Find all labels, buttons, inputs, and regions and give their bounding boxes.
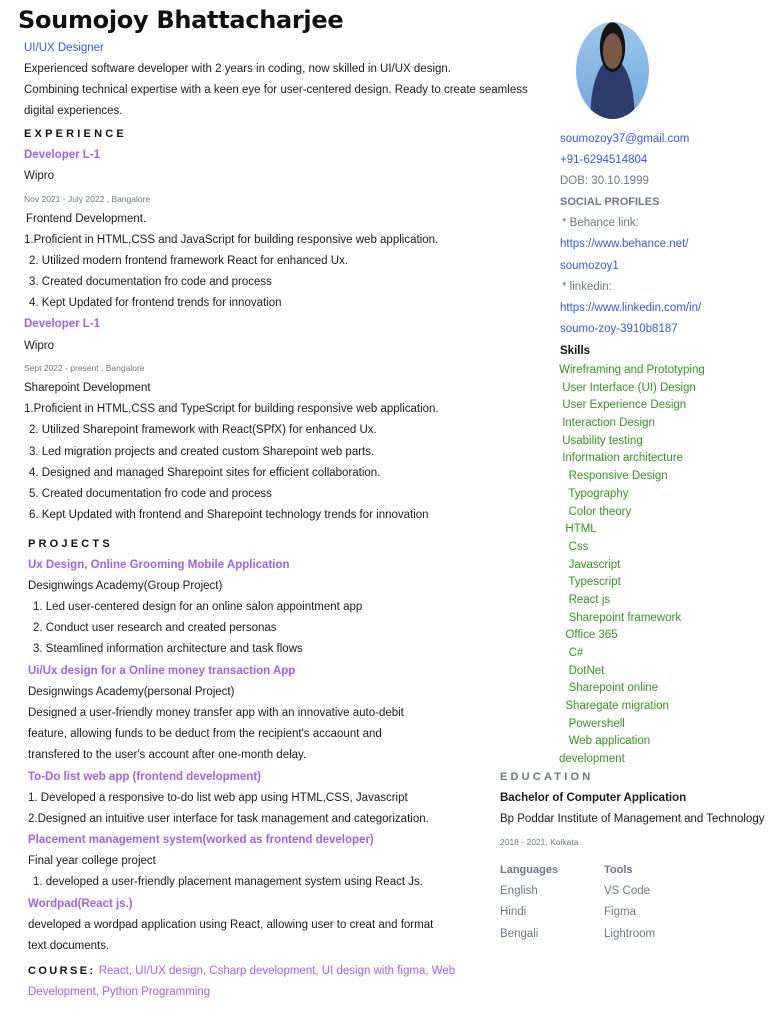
project-title: Ux Design, Online Grooming Mobile Application xyxy=(28,559,290,571)
skill-item: Responsive Design xyxy=(559,470,668,483)
date-of-birth: DOB: 30.10.1999 xyxy=(560,175,649,187)
job-subtitle: Sharepoint Development xyxy=(24,382,151,394)
skill-item: Office 365 xyxy=(559,629,618,642)
job-position: Developer L-1 xyxy=(24,149,101,161)
tool-item: Figma xyxy=(604,906,636,918)
project-line: transfered to the user's account after one-month delay. xyxy=(28,749,307,761)
education-period: 2018 - 2021, Kolkata xyxy=(500,837,579,847)
degree: Bachelor of Computer Application xyxy=(500,792,687,804)
course-list: React, UI/UX design, Csharp development, UI design with figma, Web xyxy=(95,965,456,977)
skill-item: Sharepoint framework xyxy=(559,611,682,624)
project-line: 1. Led user-centered design for an online salon appointment app xyxy=(33,601,363,613)
project-title: Ui/Ux design for a Online money transaction App xyxy=(28,665,296,677)
skill-item: Web application xyxy=(559,735,651,748)
job-point: 2. Utilized Sharepoint framework with React(SPfX) for enhanced Ux. xyxy=(29,424,377,436)
school: Bp Poddar Institute of Management and Technology xyxy=(500,813,765,825)
skill-item: Color theory xyxy=(559,505,632,518)
job-point: 1.Proficient in HTML,CSS and JavaScript for building responsive web application. xyxy=(24,234,439,246)
project-org: Final year college project xyxy=(28,855,156,867)
project-title: Placement management system(worked as frontend developer) xyxy=(28,834,374,846)
linkedin-label: * linkedin: xyxy=(562,281,612,293)
skills-heading: Skills xyxy=(560,345,591,357)
skill-item: Sharegate migration xyxy=(559,700,669,713)
languages-heading: Languages xyxy=(500,864,559,876)
job-point: 3. Led migration projects and created custom Sharepoint web parts. xyxy=(29,446,375,458)
summary-line: digital experiences. xyxy=(24,105,123,117)
project-line: developed a wordpad application using React, allowing user to creat and format xyxy=(28,919,434,931)
behance-label: * Behance link: xyxy=(562,217,639,229)
project-title: To-Do list web app (frontend development) xyxy=(28,771,261,783)
skill-item: HTML xyxy=(559,523,597,536)
project-line: 2. Conduct user research and created personas xyxy=(33,622,277,634)
skill-item: Usability testing xyxy=(559,434,643,447)
education-heading: EDUCATION xyxy=(500,771,594,783)
course-label: COURSE: xyxy=(28,965,96,977)
skill-item: Typography xyxy=(559,487,629,500)
project-line: 2.Designed an intuitive user interface for task management and categorization. xyxy=(28,813,429,825)
project-title: Wordpad(React js.) xyxy=(28,898,133,910)
skill-item: Css xyxy=(559,540,589,553)
language-item: Hindi xyxy=(500,906,527,918)
skill-item: development xyxy=(559,753,625,766)
skill-item: Wireframing and Prototyping xyxy=(559,364,705,376)
skill-item: Interaction Design xyxy=(559,417,655,430)
job-company: Wipro xyxy=(24,170,55,182)
tools-heading: Tools xyxy=(604,864,633,876)
skills-list xyxy=(559,362,705,769)
skill-item: Javascript xyxy=(559,558,621,571)
project-line: 1. Developed a responsive to-do list web app using HTML,CSS, Javascript xyxy=(28,792,408,804)
project-line: text documents. xyxy=(28,940,110,952)
skill-item: Powershell xyxy=(559,717,625,730)
job-period: Sept 2022 - present , Bangalore xyxy=(24,363,145,373)
job-point: 4. Designed and managed Sharepoint sites for efficient collaboration. xyxy=(29,467,381,479)
candidate-name: Soumojoy Bhattacharjee xyxy=(18,6,344,34)
project-line: 1. developed a user-friendly placement management system using React Js. xyxy=(33,876,423,888)
course-list-continued: Development, Python Programming xyxy=(28,986,211,998)
skill-item: C# xyxy=(559,647,584,659)
profile-photo xyxy=(576,22,649,119)
skill-item: Information architecture xyxy=(559,452,684,465)
job-point: 4. Kept Updated for frontend trends for innovation xyxy=(29,297,282,309)
job-company: Wipro xyxy=(24,340,55,352)
experience-heading: EXPERIENCE xyxy=(24,128,127,140)
linkedin-link-continued[interactable]: soumo-zoy-3910b8187 xyxy=(560,323,678,335)
social-profiles-heading: SOCIAL PROFILES xyxy=(560,196,660,208)
language-item: Bengali xyxy=(500,928,539,940)
job-point: 3. Created documentation fro code and process xyxy=(29,276,272,288)
job-point: 5. Created documentation fro code and process xyxy=(29,488,272,500)
skill-item: Sharepoint online xyxy=(559,682,659,695)
skill-item: React js xyxy=(559,593,611,606)
language-item: English xyxy=(500,885,538,897)
project-line: Designed a user-friendly money transfer app with an innovative auto-debit xyxy=(28,707,404,719)
project-line: feature, allowing funds to be deduct from the recipient's accaount and xyxy=(28,728,382,740)
skill-item: DotNet xyxy=(559,664,605,677)
project-line: 3. Steamlined information architecture and task flows xyxy=(33,643,303,655)
projects-heading: PROJECTS xyxy=(28,538,113,550)
job-position: Developer L-1 xyxy=(24,318,101,330)
job-subtitle: Frontend Development. xyxy=(26,213,147,225)
linkedin-link[interactable]: https://www.linkedin.com/in/ xyxy=(560,302,702,314)
project-org: Designwings Academy(personal Project) xyxy=(28,686,235,698)
job-period: Nov 2021 - July 2022 , Bangalore xyxy=(24,194,151,204)
job-point: 2. Utilized modern frontend framework React for enhanced Ux. xyxy=(29,255,348,267)
behance-link-continued[interactable]: soumozoy1 xyxy=(560,260,619,272)
skill-item: User Interface (UI) Design xyxy=(559,381,696,394)
tool-item: VS Code xyxy=(604,885,651,897)
email-link[interactable]: soumozoy37@gmail.com xyxy=(560,133,690,145)
course-line xyxy=(28,965,455,977)
job-point: 6. Kept Updated with frontend and Sharepoint technology trends for innovation xyxy=(29,509,429,521)
job-role: UI/UX Designer xyxy=(24,42,104,54)
summary-line: Combining technical expertise with a keen eye for user-centered design. Ready to create seamless xyxy=(24,84,528,96)
job-point: 1.Proficient in HTML,CSS and TypeScript for building responsive web application. xyxy=(24,403,439,415)
behance-link[interactable]: https://www.behance.net/ xyxy=(560,238,689,250)
tool-item: Lightroom xyxy=(604,928,656,940)
skill-item: Typescript xyxy=(559,576,621,589)
skill-item: User Experience Design xyxy=(559,399,687,412)
phone-link[interactable]: +91-6294514804 xyxy=(560,154,648,166)
summary-line: Experienced software developer with 2 years in coding, now skilled in UI/UX design. xyxy=(24,63,451,75)
project-org: Designwings Academy(Group Project) xyxy=(28,580,223,592)
